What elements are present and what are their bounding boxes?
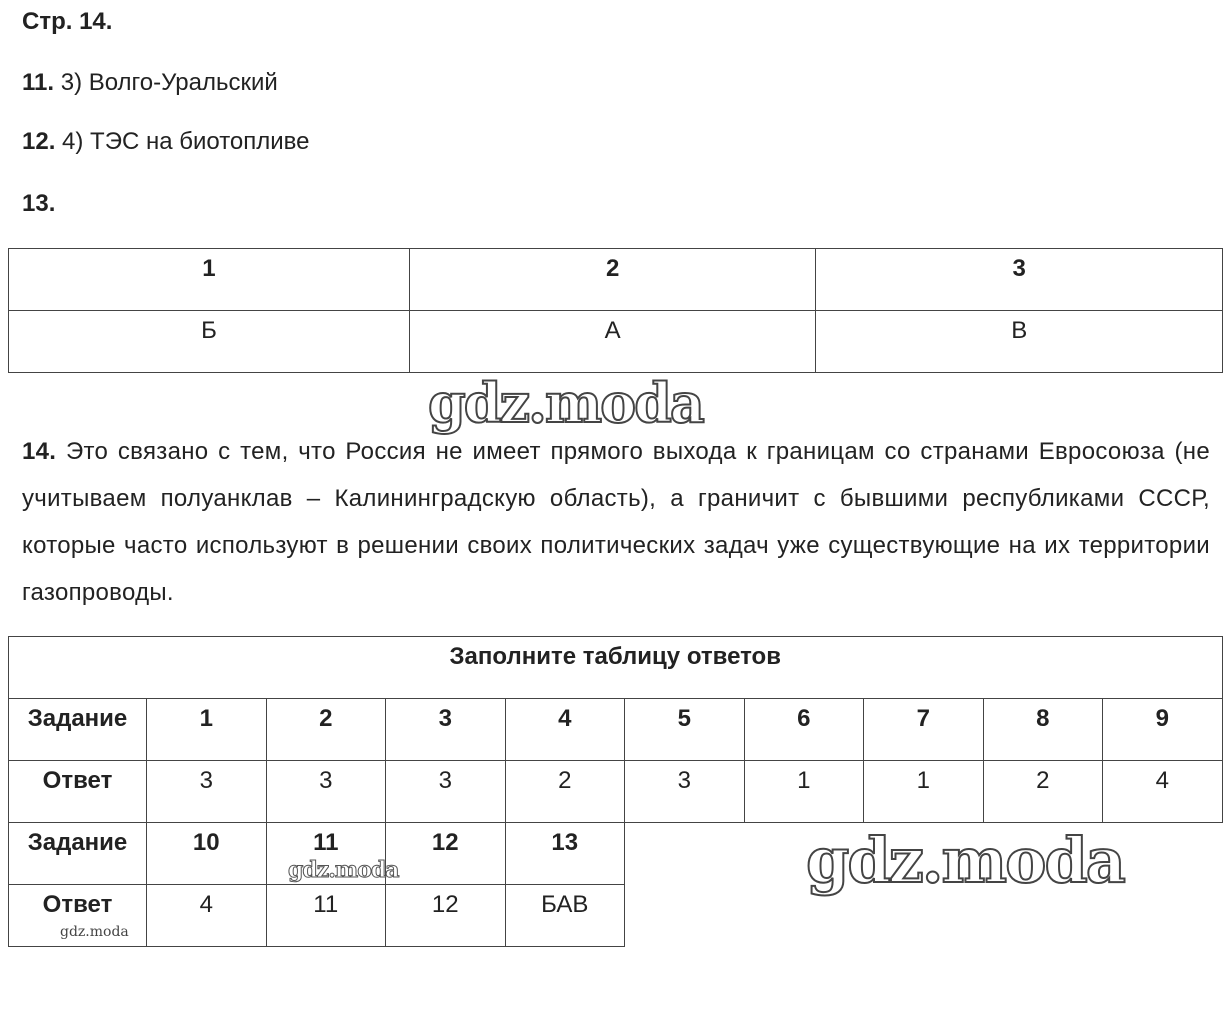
row-label: Ответ (9, 761, 147, 823)
header-cell: 2 (409, 249, 816, 311)
task-number-cell: 13 (505, 823, 625, 885)
task-number-cell: 9 (1103, 699, 1223, 761)
answer-cell: 1 (744, 761, 864, 823)
task-number-cell: 11 (266, 823, 386, 885)
row-label: Ответ (9, 885, 147, 947)
answer-cell: 11 (266, 885, 386, 947)
answer-cell: 3 (386, 761, 506, 823)
watermark: gdz.moda (428, 371, 703, 435)
value-cell: В (816, 311, 1223, 373)
value-cell: А (409, 311, 816, 373)
answer-cell: 4 (147, 885, 267, 947)
table-title-row (9, 637, 1223, 699)
answer-12: 12. 4) ТЭС на биотопливе (22, 128, 310, 155)
task-number-cell: 7 (864, 699, 984, 761)
table-row (9, 699, 1223, 761)
table-row (9, 311, 1223, 373)
answer-cell: 3 (625, 761, 745, 823)
task-number-cell: 6 (744, 699, 864, 761)
answer-cell: 2 (983, 761, 1103, 823)
watermark: gdz.moda (60, 924, 129, 940)
table-title: Заполните таблицу ответов (9, 637, 1223, 699)
answer-table (8, 636, 1223, 947)
answer-cell: БАВ (505, 885, 625, 947)
task-number-cell: 3 (386, 699, 506, 761)
page-label: Стр. 14. (22, 8, 113, 35)
answer-cell: 2 (505, 761, 625, 823)
watermark: gdz.moda (288, 857, 399, 883)
row-label: Задание (9, 823, 147, 885)
answer-cell: 4 (1103, 761, 1223, 823)
answer-cell: 1 (864, 761, 984, 823)
task-number-cell: 2 (266, 699, 386, 761)
watermark: gdz.moda (806, 824, 1124, 897)
table-row (9, 761, 1223, 823)
task-number-cell: 1 (147, 699, 267, 761)
header-cell: 1 (9, 249, 410, 311)
row-label: Задание (9, 699, 147, 761)
table-row (9, 249, 1223, 311)
answer-cell: 12 (386, 885, 506, 947)
task-number-cell: 8 (983, 699, 1103, 761)
value-cell: Б (9, 311, 410, 373)
task-number-cell: 12 (386, 823, 506, 885)
task-number-cell: 5 (625, 699, 745, 761)
answer-11: 11. 3) Волго-Уральский (22, 69, 278, 96)
answer-cell: 3 (147, 761, 267, 823)
header-cell: 3 (816, 249, 1223, 311)
table-13 (8, 248, 1223, 373)
answer-14: 14. Это связано с тем, что Россия не имеет прямого выхода к границам со странами Евросоюза (не учитываем полуанклав – Калининградскую область), а граничит с бывшими республиками СССР, которые часто используют в решении своих политических задач уже существующие на их территории газопроводы. (22, 438, 1211, 606)
task-number-cell: 4 (505, 699, 625, 761)
answer-cell: 3 (266, 761, 386, 823)
task-number-cell: 10 (147, 823, 267, 885)
answer-13: 13. (22, 190, 56, 217)
